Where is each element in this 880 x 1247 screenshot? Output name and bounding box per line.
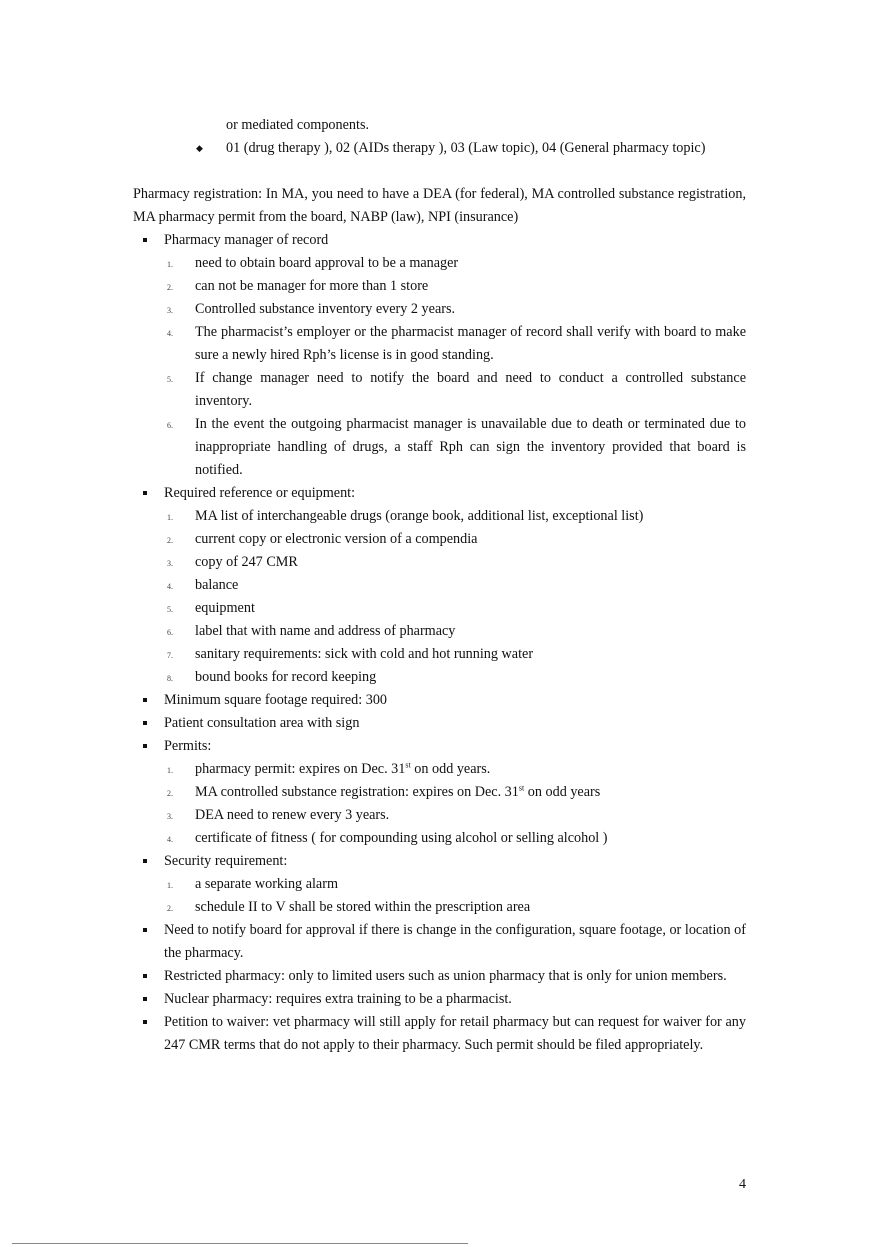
numbered-item <box>133 275 746 298</box>
numbered-item <box>133 827 746 850</box>
item-text: In the event the outgoing pharmacist manager is unavailable due to death or terminated due to inappropriate handling of drugs, a staff Rph can sign the inventory provided that board is notified. <box>195 416 746 478</box>
item-number: 5. <box>167 375 173 384</box>
item-text: pharmacy permit: expires on Dec. 31st on odd years. <box>195 760 491 777</box>
item-number: 3. <box>167 559 173 568</box>
square-bullet-icon <box>143 238 147 242</box>
item-text: If change manager need to notify the board and need to conduct a controlled substance inventory. <box>195 370 746 409</box>
section-bullet <box>133 712 746 735</box>
square-bullet-icon <box>143 859 147 863</box>
section-title: Patient consultation area with sign <box>164 715 360 731</box>
item-number: 2. <box>167 536 173 545</box>
item-text: current copy or electronic version of a compendia <box>195 531 478 547</box>
numbered-item <box>133 873 746 896</box>
item-number: 3. <box>167 306 173 315</box>
item-number: 2. <box>167 904 173 913</box>
square-bullet-icon <box>143 491 147 495</box>
numbered-item <box>133 413 746 482</box>
item-number: 6. <box>167 421 173 430</box>
item-text: MA list of interchangeable drugs (orange book, additional list, exceptional list) <box>195 508 644 524</box>
numbered-item <box>133 666 746 689</box>
item-text: MA controlled substance registration: expires on Dec. 31st on odd years <box>195 783 601 800</box>
sections-list <box>133 229 746 1057</box>
item-number: 5. <box>167 605 173 614</box>
section-bullet <box>133 1011 746 1057</box>
continuation-text: or mediated components. <box>226 117 370 133</box>
section-bullet <box>133 965 746 988</box>
section-title: Pharmacy manager of record <box>164 232 329 248</box>
square-bullet-icon <box>143 744 147 748</box>
numbered-item <box>133 298 746 321</box>
numbered-item <box>133 367 746 413</box>
numbered-item <box>133 252 746 275</box>
item-number: 1. <box>167 260 173 269</box>
numbered-item <box>133 643 746 666</box>
item-text: can not be manager for more than 1 store <box>195 278 429 294</box>
item-text: The pharmacist’s employer or the pharmacist manager of record shall verify with board to make sure a newly hired Rph’s license is in good standing. <box>195 324 746 363</box>
item-number: 1. <box>167 513 173 522</box>
item-text: Controlled substance inventory every 2 years. <box>195 301 456 317</box>
square-bullet-icon <box>143 928 147 932</box>
numbered-item <box>133 574 746 597</box>
page-number: 4 <box>739 1177 746 1192</box>
section-title: Permits: <box>164 738 212 754</box>
section-bullet <box>133 850 746 873</box>
footer-divider <box>12 1243 468 1244</box>
item-number: 4. <box>167 582 173 591</box>
item-text: need to obtain board approval to be a manager <box>195 255 459 271</box>
numbered-item <box>133 321 746 367</box>
square-bullet-icon <box>143 698 147 702</box>
section-bullet <box>133 919 746 965</box>
numbered-item <box>133 620 746 643</box>
numbered-item <box>133 528 746 551</box>
section-title: Required reference or equipment: <box>164 485 356 501</box>
section-bullet <box>133 735 746 758</box>
item-number: 2. <box>167 789 173 798</box>
numbered-item <box>133 597 746 620</box>
numbered-item <box>133 781 746 804</box>
item-text: sanitary requirements: sick with cold and hot running water <box>195 646 534 662</box>
diamond-bullet-icon: ◆ <box>196 143 203 153</box>
square-bullet-icon <box>143 997 147 1001</box>
section-bullet <box>133 988 746 1011</box>
item-text: equipment <box>195 600 255 616</box>
item-number: 7. <box>167 651 173 660</box>
numbered-item <box>133 758 746 781</box>
item-number: 8. <box>167 674 173 683</box>
item-number: 3. <box>167 812 173 821</box>
section-bullet <box>133 482 746 505</box>
item-text: DEA need to renew every 3 years. <box>195 807 390 823</box>
item-number: 1. <box>167 766 173 775</box>
item-text: a separate working alarm <box>195 876 338 892</box>
section-title: Minimum square footage required: 300 <box>164 692 388 708</box>
page-content <box>133 114 746 1057</box>
numbered-item <box>133 804 746 827</box>
square-bullet-icon <box>143 1020 147 1024</box>
section-title: Need to notify board for approval if there is change in the configuration, square footage, or location of the pharmacy. <box>164 922 746 961</box>
topic-codes-text: 01 (drug therapy ), 02 (AIDs therapy ), 03 (Law topic), 04 (General pharmacy topic) <box>226 140 706 156</box>
section-title: Restricted pharmacy: only to limited users such as union pharmacy that is only for union members. <box>164 968 727 984</box>
item-number: 4. <box>167 329 173 338</box>
numbered-item <box>133 896 746 919</box>
item-number: 6. <box>167 628 173 637</box>
item-text: copy of 247 CMR <box>195 554 298 570</box>
item-text: bound books for record keeping <box>195 669 377 685</box>
square-bullet-icon <box>143 974 147 978</box>
section-title: Nuclear pharmacy: requires extra training to be a pharmacist. <box>164 991 512 1007</box>
item-number: 1. <box>167 881 173 890</box>
item-text: balance <box>195 577 239 593</box>
section-bullet <box>133 229 746 252</box>
item-number: 4. <box>167 835 173 844</box>
square-bullet-icon <box>143 721 147 725</box>
topic-codes-bullet <box>133 137 746 160</box>
registration-paragraph: Pharmacy registration: In MA, you need to have a DEA (for federal), MA controlled substance registration, MA pharmacy permit from the board, NABP (law), NPI (insurance) <box>133 186 746 225</box>
item-text: certificate of fitness ( for compounding using alcohol or selling alcohol ) <box>195 830 608 846</box>
section-title: Security requirement: <box>164 853 288 869</box>
item-text: label that with name and address of pharmacy <box>195 623 456 639</box>
item-text: schedule II to V shall be stored within the prescription area <box>195 899 531 915</box>
numbered-item <box>133 505 746 528</box>
numbered-item <box>133 551 746 574</box>
section-bullet <box>133 689 746 712</box>
item-number: 2. <box>167 283 173 292</box>
section-title: Petition to waiver: vet pharmacy will still apply for retail pharmacy but can request for waiver for any 247 CMR terms that do not apply to their pharmacy. Such permit should be filed appropriately. <box>164 1014 746 1053</box>
